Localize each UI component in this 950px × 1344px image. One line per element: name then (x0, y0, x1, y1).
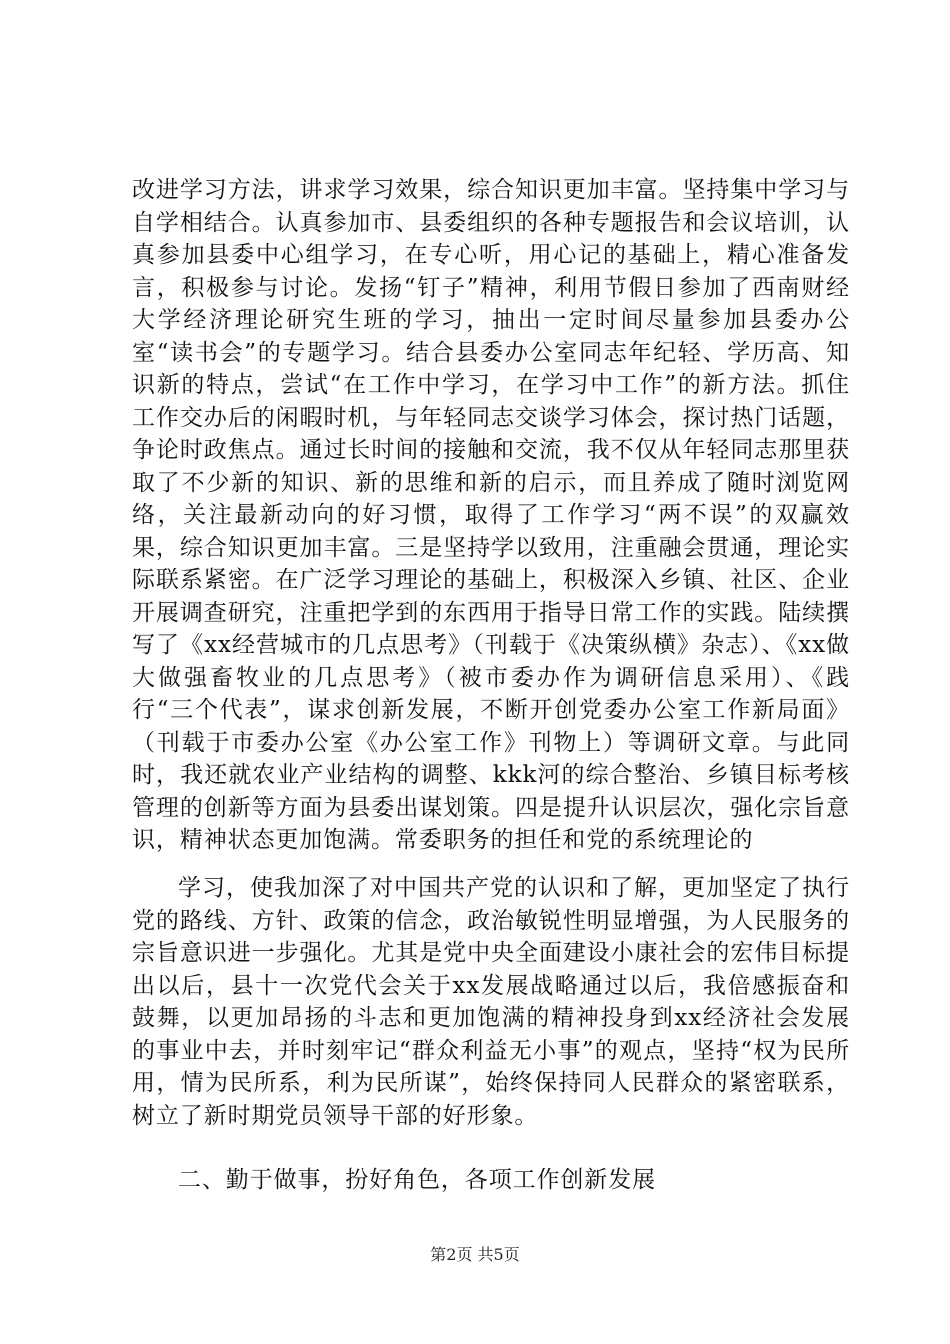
body-text-section-2 (132, 872, 850, 1132)
paragraph-study: 学习，使我加深了对中国共产党的认识和了解，更加坚定了执行党的路线、方针、政策的信念，政治敏锐性明显增强，为人民服务的宗旨意识进一步强化。尤其是党中央全面建设小康社会的宏伟目标提出以后，县十一次党代会关于xx发展战略通过以后，我倍感振奋和鼓舞，以更加昂扬的斗志和更加饱满的精神投身到xx经济社会发展的事业中去，并时刻牢记“群众利益无小事”的观点，坚持“权为民所用，情为民所系，利为民所谋”，始终保持同人民群众的紧密联系，树立了新时期党员领导干部的好形象。 (132, 875, 850, 1129)
page-number: 第2页 共5页 (430, 1245, 520, 1264)
body-text-section-1 (132, 174, 850, 857)
section-heading-block (132, 1164, 850, 1197)
paragraph-continuation: 改进学习方法，讲求学习效果，综合知识更加丰富。坚持集中学习与自学相结合。认真参加市、县委组织的各种专题报告和会议培训，认真参加县委中心组学习，在专心听，用心记的基础上，精心准备发言，积极参与讨论。发扬“钉子”精神，利用节假日参加了西南财经大学经济理论研究生班的学习，抽出一定时间尽量参加县委办公室“读书会”的专题学习。结合县委办公室同志年纪轻、学历高、知识新的特点，尝试“在工作中学习，在学习中工作”的新方法。抓住工作交办后的闲暇时机，与年轻同志交谈学习体会，探讨热门话题，争论时政焦点。通过长时间的接触和交流，我不仅从年轻同志那里获取了不少新的知识、新的思维和新的启示，而且养成了随时浏览网络，关注最新动向的好习惯，取得了工作学习“两不误”的双赢效果，综合知识更加丰富。三是坚持学以致用，注重融会贯通，理论实际联系紧密。在广泛学习理论的基础上，积极深入乡镇、社区、企业开展调查研究，注重把学到的东西用于指导日常工作的实践。陆续撰写了《xx经营城市的几点思考》（刊载于《决策纵横》杂志）、《xx做大做强畜牧业的几点思考》（被市委办作为调研信息采用）、《践行“三个代表”，谋求创新发展，不断开创党委办公室工作新局面》（刊载于市委办公室《办公室工作》刊物上）等调研文章。与此同时，我还就农业产业结构的调整、kkk河的综合整治、乡镇目标考核管理的创新等方面为县委出谋划策。四是提升认识层次，强化宗旨意识，精神状态更加饱满。常委职务的担任和党的系统理论的 (132, 177, 850, 853)
page-footer (0, 1245, 950, 1265)
section-heading: 二、勤于做事，扮好角色，各项工作创新发展 (178, 1167, 656, 1193)
